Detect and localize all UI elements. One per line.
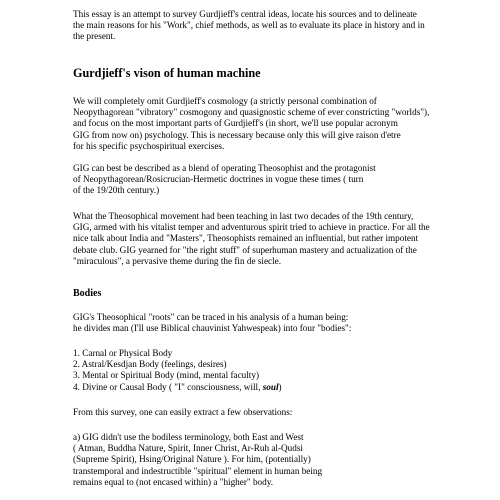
- paragraph-a: [73, 432, 443, 488]
- text-line: the present.: [73, 31, 116, 42]
- text-line: of Neopythagorean/Rosicrucian-Hermetic doctrines in vogue these times ( turn: [73, 174, 364, 185]
- list-item: 1. Carnal or Physical Body: [73, 348, 173, 358]
- text-line: GIG's Theosophical "roots" can be traced in his analysis of a human being:: [73, 312, 349, 322]
- text-line: for his specific psychospiritual exercises.: [73, 140, 225, 151]
- text-line: ( Atman, Buddha Nature, Spirit, Inner Christ, Ar-Ruh al-Qudsi: [73, 443, 303, 454]
- text-line: GIG from now on) psychology. This is necessary because only this will give raison d'etre: [73, 129, 401, 140]
- text-line: GIG can best be described as a blend of operating Theosophist and the protagonist: [73, 163, 376, 173]
- text-line: a) GIG didn't use the bodiless terminology, both East and West: [73, 432, 304, 442]
- text-line: of the 19/20th century.): [73, 185, 160, 196]
- paragraph-machine: [73, 96, 443, 152]
- list-item-tail: ): [278, 381, 282, 392]
- text-line: What the Theosophical movement had been teaching in last two decades of the 19th century,: [73, 211, 414, 221]
- text-line: GIG, armed with his vitalist temper and adventurous spirit tried to achieve in practice. For all the: [73, 222, 430, 233]
- list-item: 2. Astral/Kesdjan Body (feelings, desires): [73, 359, 227, 370]
- text-line: the main reasons for his "Work", chief methods, as well as to evaluate its place in history and in: [73, 20, 425, 31]
- text-line: Neopythagorean "vibratory" cosmogony and quasignostic scheme of ever constricting "worlds"),: [73, 107, 430, 118]
- text-line: We will completely omit Gurdjieff's cosmology (a strictly personal combination of: [73, 96, 377, 106]
- text-line: nice talk about India and "Masters", Theosophists remained an influential, but rather impotent: [73, 233, 419, 244]
- text-line: (Supreme Spirit), Hsing/Original Nature ). For him, (potentially): [73, 454, 311, 465]
- text-line: debate club. GIG yearned for "the right stuff" of superhuman mastery and actualization of the: [73, 244, 417, 255]
- paragraph-movement: [73, 211, 443, 267]
- text-line: "miraculous", a pervasive theme during the fin de siecle.: [73, 255, 282, 266]
- soul-emphasis: soul: [262, 381, 279, 392]
- list-item-text: 4. Divine or Causal Body ( "I" consciousness, will,: [73, 381, 263, 392]
- list-item: 3. Mental or Spiritual Body (mind, mental faculty): [73, 370, 260, 381]
- intro-paragraph: [73, 9, 443, 43]
- text-line: This essay is an attempt to survey Gurdjieff's central ideas, locate his sources and to delineate: [73, 9, 417, 19]
- paragraph-survey: From this survey, one can easily extract a few observations:: [73, 407, 293, 417]
- text-line: transtemporal and indestructible "spiritual" element in human being: [73, 465, 323, 476]
- text-line: and focus on the most important parts of Gurdjieff's (in short, we'll use popular acronym: [73, 118, 398, 129]
- section-heading-machine: Gurdjieff's vison of human machine: [73, 66, 261, 80]
- bodies-list: [73, 348, 443, 393]
- text-line: he divides man (I'll use Biblical chauvinist Yahwespeak) into four "bodies":: [73, 323, 352, 334]
- list-item: [73, 382, 443, 393]
- text-line: remains equal to (not encased within) a "higher" body.: [73, 476, 274, 487]
- paragraph-roots: [73, 312, 443, 334]
- paragraph-theosophist: [73, 163, 443, 197]
- section-heading-bodies: Bodies: [73, 288, 102, 299]
